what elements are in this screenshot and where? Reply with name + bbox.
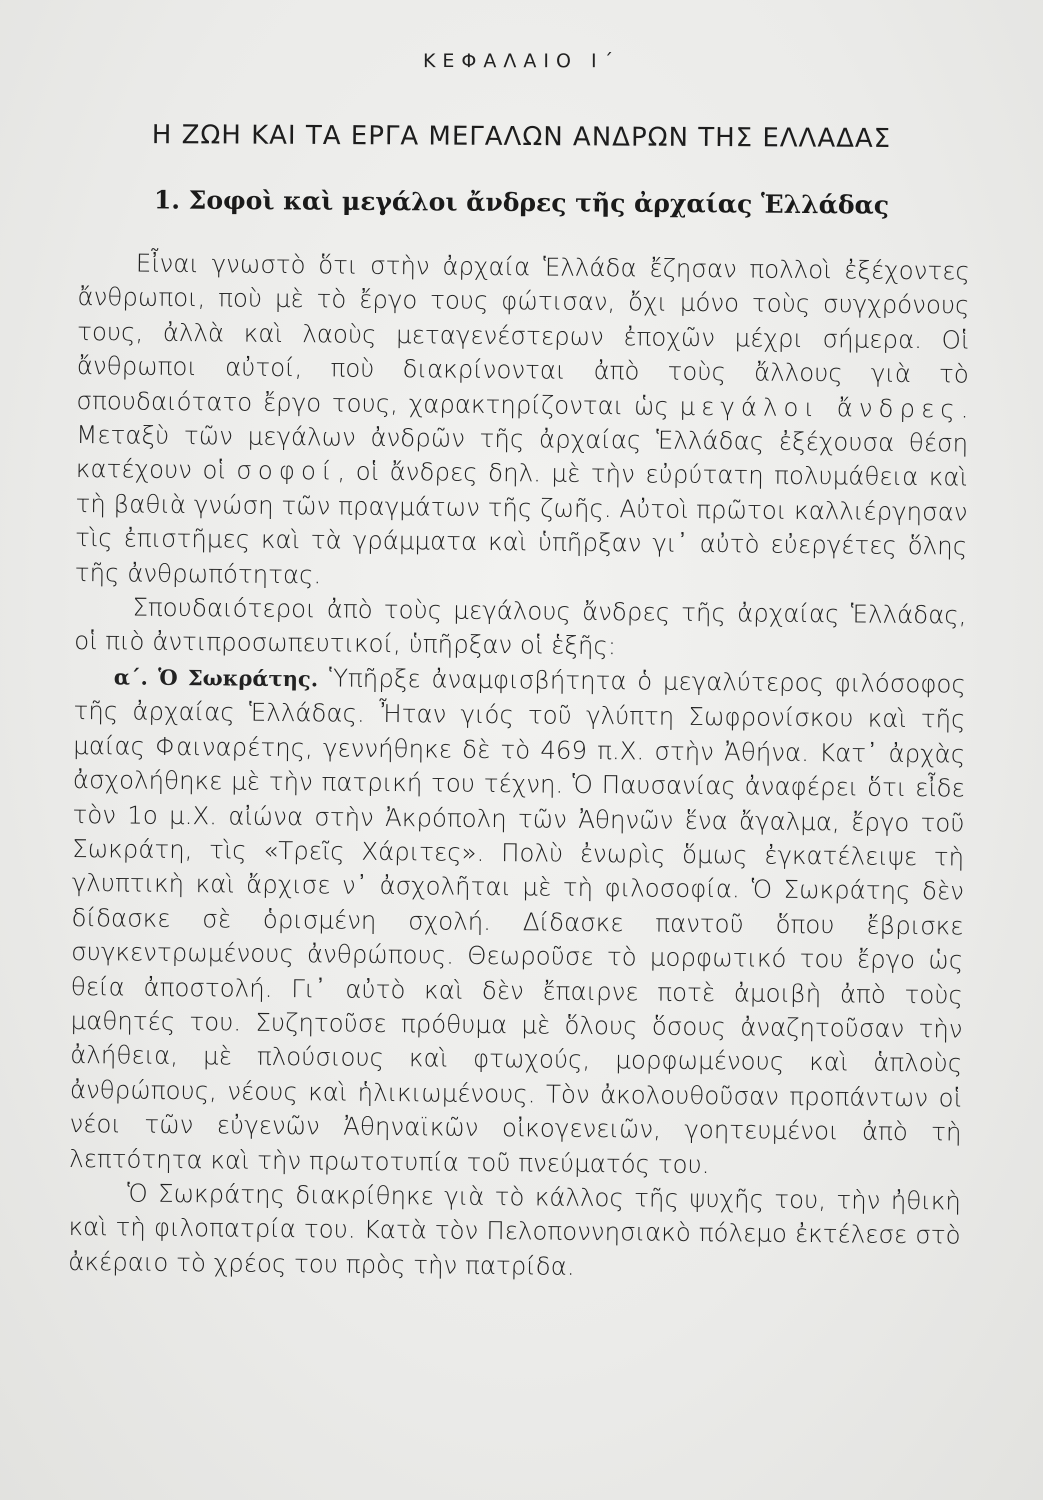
socrates-run-in-heading: α΄. Ὁ Σωκράτης. <box>113 664 319 692</box>
paragraph-intro-part-3: , οἱ ἄνδρες δηλ. μὲ τὴν εὐρύτατη πολυμάθεια καὶ τὴ βαθιὰ γνώση τῶν πραγμάτων τῆς ζωῆς. Αὐτοὶ πρῶτοι καλλιέργησαν τὶς ἐπιστῆμες καὶ τὰ γράμματα καὶ ὑπῆρξαν γι᾿ αὐτὸ εὐεργέτες ὅλης τῆς ἀνθρωπότητας. <box>74 456 968 590</box>
paragraph-socrates-text: Ὑπῆρξε ἀναμφισβήτητα ὁ μεγαλύτερος φιλόσοφος τῆς ἀρχαίας Ἑλλάδας. Ἦταν γιός τοῦ γλύπτη Σωφρονίσκου καὶ τῆς μαίας Φαιναρέτης, γεννήθηκε δὲ τὸ 469 π.Χ. στὴν Ἀθήνα. Κατ᾿ ἀρχὰς ἀσχολήθηκε μὲ τὴν πατρική του τέχνη. Ὁ Παυσανίας ἀναφέρει ὅτι εἶδε τὸν 1ο μ.Χ. αἰώνα στὴν Ἀκρόπολη τῶν Ἀθηνῶν ἕνα ἄγαλμα, ἔργο τοῦ Σωκράτη, τὶς «Τρεῖς Χάριτες». Πολὺ ἐνωρὶς ὅμως ἐγκατέλειψε τὴ γλυπτικὴ καὶ ἄρχισε ν᾿ ἀσχολῆται μὲ τὴ φιλοσοφία. Ὁ Σωκράτης δὲν δίδασκε σὲ ὁρισμένη σχολή. Δίδασκε παντοῦ ὅπου ἔβρισκε συγκεντρωμένους ἀνθρώπους. Θεωροῦσε τὸ μορφωτικό του ἔργο ὡς θεία ἀποστολή. Γι᾿ αὐτὸ καὶ δὲν ἔπαιρνε ποτὲ ἀμοιβὴ ἀπὸ τοὺς μαθητές του. Συζητοῦσε πρόθυμα μὲ ὅλους ὅσους ἀναζητοῦσαν τὴν ἀλήθεια, μὲ πλούσιους καὶ φτωχούς, μορφωμένους καὶ ἁπλοὺς ἀνθρώπους, νέους καὶ ἡλικιωμένους. Τὸν ἀκολουθοῦσαν προπάντων οἱ νέοι τῶν εὐγενῶν Ἀθηναϊκῶν οἰκογενειῶν, γοητευμένοι ἀπὸ τὴ λεπτότητα καὶ τὴν πρωτοτυπία τοῦ πνεύματός του. <box>69 663 966 1179</box>
emphasis-great-men: μεγάλοι ἄνδρες <box>679 391 961 424</box>
section-title: 1. Σοφοὶ καὶ μεγάλοι ἄνδρες τῆς ἀρχαίας Ἑλλάδας <box>153 185 890 220</box>
chapter-label: ΚΕΦΑΛΑΙΟ Ι΄ <box>422 50 621 72</box>
chapter-title: Η ΖΩΗ ΚΑΙ ΤΑ ΕΡΓΑ ΜΕΓΑΛΩΝ ΑΝΔΡΩΝ ΤΗΣ ΕΛΛΑΔΑΣ <box>151 120 892 154</box>
body-text <box>68 246 970 1288</box>
paragraph-socrates-virtue: Ὁ Σωκράτης διακρίθηκε γιὰ τὸ κάλλος τῆς ψυχῆς του, τὴν ἠθικὴ καὶ τὴ φιλοπατρία του. Κατὰ τὸν Πελοποννησιακὸ πόλεμο ἐκτέλεσε στὸ ἀκέραιο τὸ χρέος του πρὸς τὴν πατρίδα. <box>68 1178 962 1281</box>
paragraph-intro-part-2: . Μεταξὺ τῶν μεγάλων ἀνδρῶν τῆς ἀρχαίας Ἑλλάδας ἐξέχουσα θέση κατέχουν οἱ <box>75 394 969 485</box>
paragraph-socrates <box>69 659 966 1185</box>
paragraph-list-intro: Σπουδαιότεροι ἀπὸ τοὺς μεγάλους ἄνδρες τῆς ἀρχαίας Ἑλλάδας, οἱ πιὸ ἀντιπροσωπευτικοί, ὑπῆρξαν οἱ ἑξῆς: <box>74 592 967 661</box>
emphasis-sages: σοφοί <box>236 455 338 486</box>
paragraph-intro-part-1: Εἶναι γνωστὸ ὅτι στὴν ἀρχαία Ἑλλάδα ἔζησαν πολλοὶ ἐξέχοντες ἄνθρωποι, ποὺ μὲ τὸ ἔργο τους φώτισαν, ὄχι μόνο τοὺς συγχρόνους τους, ἀλλὰ καὶ λαοὺς μεταγενέστερων ἐποχῶν μέχρι σήμερα. Οἱ ἄνθρωποι αὐτοί, ποὺ διακρίνονται ἀπὸ τοὺς ἄλλους γιὰ τὸ σπουδαιότατο ἔργο τους, χαρακτηρίζονται ὡς <box>76 248 970 421</box>
paragraph-intro <box>75 246 970 599</box>
